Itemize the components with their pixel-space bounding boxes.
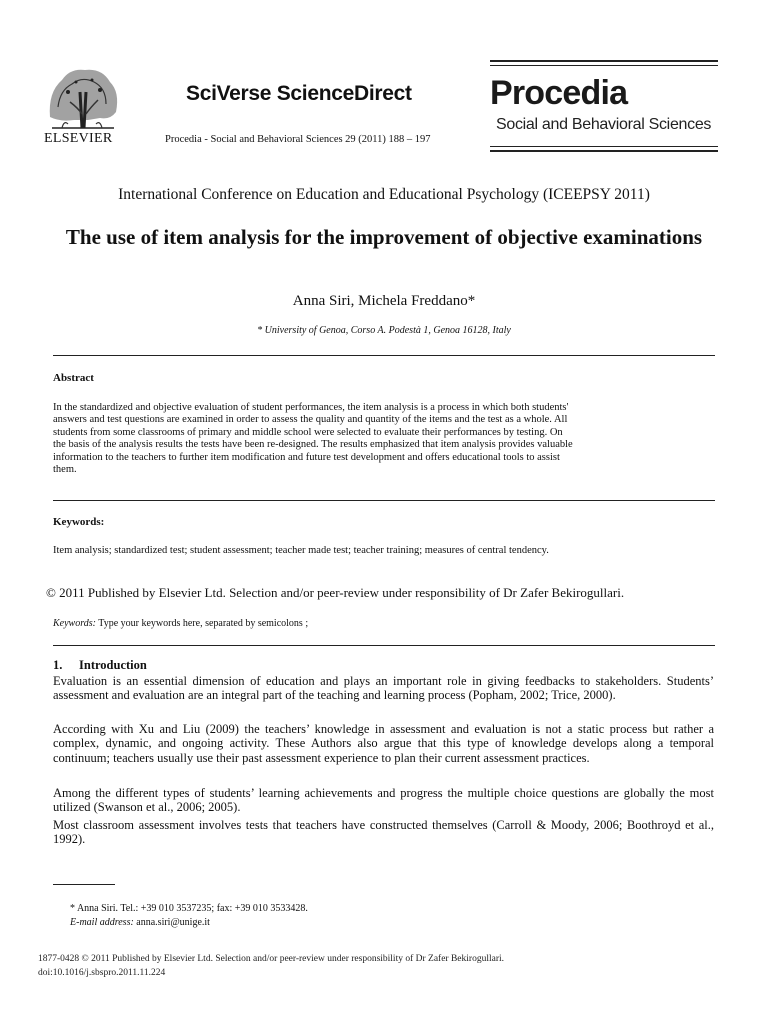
- procedia-logo: [490, 60, 718, 154]
- procedia-rule-bottom-thin: [490, 146, 718, 147]
- template-keywords: [53, 618, 308, 629]
- divider: [53, 500, 715, 501]
- abstract-line: answers and test questions are examined in order to assess the quality and quantity of the items and the test as a whole. All: [53, 414, 568, 426]
- procedia-rule-top: [490, 60, 718, 62]
- section-heading: [53, 658, 147, 673]
- copyright-notice: © 2011 Published by Elsevier Ltd. Selection and/or peer-review under responsibility of Dr Zafer Bekirogullari.: [46, 585, 625, 600]
- abstract-line: them.: [53, 464, 77, 476]
- article-title: The use of item analysis for the improvement of objective examinations: [65, 225, 703, 249]
- abstract-label: Abstract: [53, 372, 94, 384]
- email-label: E-mail address:: [70, 917, 134, 928]
- conference-name: International Conference on Education and Educational Psychology (ICEEPSY 2011): [118, 186, 650, 203]
- divider: [53, 355, 715, 356]
- intro-paragraph: Most classroom assessment involves tests that teachers have constructed themselves (Carroll & Moody, 2006; Boothroyd et al., 1992).: [53, 818, 714, 847]
- procedia-subtitle: Social and Behavioral Sciences: [496, 116, 712, 133]
- intro-paragraph: Among the different types of students’ learning achievements and progress the multiple choice questions are globally the most utilized (Swanson et al., 2006; 2005).: [53, 786, 714, 815]
- abstract-line: In the standardized and objective evaluation of student performances, the item analysis is a process in which both students': [53, 402, 569, 413]
- procedia-rule-bottom: [490, 150, 718, 152]
- abstract-line: students from some classrooms of primary and middle school were selected to evaluate their performances by testing. On: [53, 426, 563, 438]
- template-keywords-text: Type your keywords here, separated by semicolons ;: [98, 618, 309, 629]
- intro-paragraph: According with Xu and Liu (2009) the teachers’ knowledge in assessment and evaluation is not a static process but rather a complex, dynamic, and ongoing activity. These Authors also argue that this type of knowledge develops along a temporal continuum; teachers usually use their past assessment experience to plan their current assessment practices.: [53, 722, 714, 765]
- abstract-line: the basis of the analysis results the tests have been re-designed. The results emphasized that item analysis provides valuable: [53, 439, 573, 451]
- keywords-text: Item analysis; standardized test; student assessment; teacher made test; teacher training; measures of central tendency.: [53, 545, 549, 556]
- footer-doi[interactable]: doi:10.1016/j.sbspro.2011.11.224: [38, 968, 166, 978]
- footnote-contact: * Anna Siri. Tel.: +39 010 3537235; fax: +39 010 3533428.: [70, 903, 308, 914]
- procedia-title: Procedia: [490, 74, 628, 112]
- abstract-text: [53, 402, 689, 476]
- intro-paragraph: Evaluation is an essential dimension of education and plays an important role in giving feedbacks to stakeholders. Students’ assessment and evaluation are an integral part of the teaching and learning process (Popham, 2002; Trice, 2000).: [53, 674, 714, 703]
- section-title: Introduction: [79, 658, 147, 672]
- footer-issn: 1877-0428 © 2011 Published by Elsevier Ltd. Selection and/or peer-review under responsibility of Dr Zafer Bekirogullari.: [38, 954, 504, 964]
- template-keywords-label: Keywords:: [53, 618, 96, 629]
- article-authors: Anna Siri, Michela Freddano*: [292, 293, 476, 309]
- section-number: 1.: [53, 658, 63, 672]
- keywords-label: Keywords:: [53, 516, 105, 528]
- procedia-rule-top-thin: [490, 65, 718, 66]
- footnote-email: [70, 917, 210, 928]
- journal-reference: Procedia - Social and Behavioral Sciences 29 (2011) 188 – 197: [165, 134, 431, 145]
- publisher-name: ELSEVIER: [44, 131, 113, 146]
- email-address[interactable]: anna.siri@unige.it: [136, 917, 210, 928]
- abstract-line: information to the teachers to further item modification and future test development and offers educational tools to assist: [53, 451, 560, 463]
- author-affiliation: * University of Genoa, Corso A. Podestà 1, Genoa 16128, Italy: [257, 325, 511, 336]
- platform-name[interactable]: SciVerse ScienceDirect: [186, 82, 412, 105]
- footnote-divider: [53, 884, 115, 885]
- divider: [53, 645, 715, 646]
